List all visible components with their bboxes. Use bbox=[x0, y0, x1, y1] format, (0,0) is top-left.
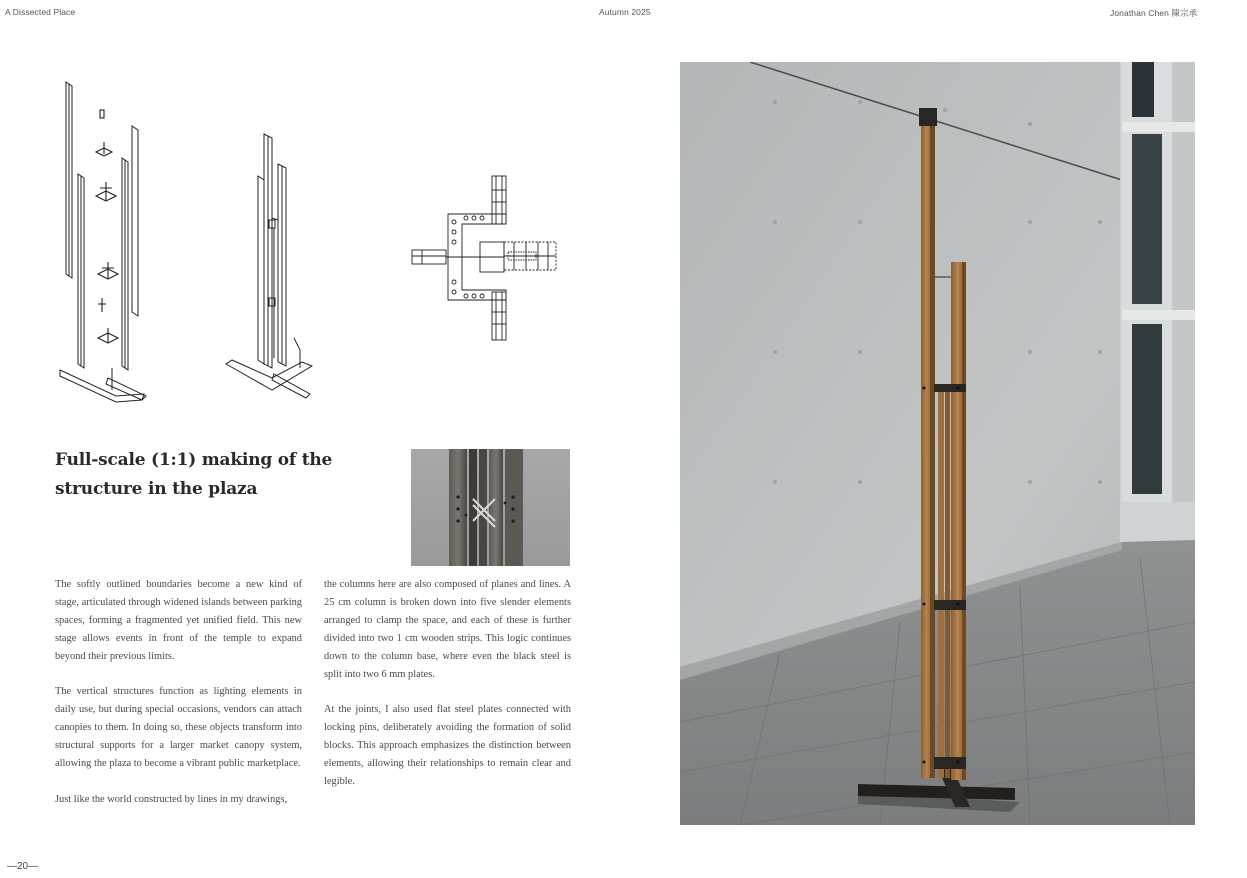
assembled-axonometric-drawing bbox=[222, 128, 322, 403]
paragraph: Just like the world constructed by lines in my drawings, bbox=[55, 793, 288, 805]
headline-line-1: Full-scale (1:1) making of the bbox=[55, 450, 333, 470]
text-column-left bbox=[55, 576, 302, 827]
page-number: —20— bbox=[7, 861, 39, 872]
text-column-right bbox=[324, 576, 571, 809]
plaza-structure-photo bbox=[680, 62, 1195, 825]
headline-line-2: structure in the plaza bbox=[55, 479, 258, 499]
paragraph: The vertical structures function as lighting elements in daily use, but during special occasions, vendors can attach canopies to them. In doing so, these objects transform into structural supports for a larger market canopy system, allowing the plaza to become a vibrant public marketplace. bbox=[55, 686, 302, 770]
paragraph: The softly outlined boundaries become a new kind of stage, articulated through widened islands between parking spaces, forming a fragmented yet unified field. This new stage allows events in front of the temple to expand beyond their previous limits. bbox=[55, 579, 302, 662]
exploded-axonometric-drawing bbox=[56, 78, 156, 408]
author-name: Jonathan Chen 陳宗承 bbox=[1110, 8, 1198, 18]
joint-detail-photo bbox=[411, 449, 570, 566]
running-title: A Dissected Place bbox=[5, 7, 76, 17]
plan-drawing bbox=[408, 172, 568, 347]
paragraph: the columns here are also composed of planes and lines. A 25 cm column is broken down into five slender elements arranged to clamp the space, and each of these is further divided into two 1 cm wooden strips. This logic continues down to the column base, where even the black steel is split into two 6 mm plates. bbox=[324, 579, 571, 680]
issue-date: Autumn 2025 bbox=[599, 7, 651, 17]
article-headline bbox=[55, 446, 335, 504]
paragraph: At the joints, I also used flat steel plates connected with locking pins, deliberately avoiding the formation of solid blocks. This approach emphasizes the distinction between elements, allowing their relationships to remain clear and legible. bbox=[324, 704, 571, 787]
